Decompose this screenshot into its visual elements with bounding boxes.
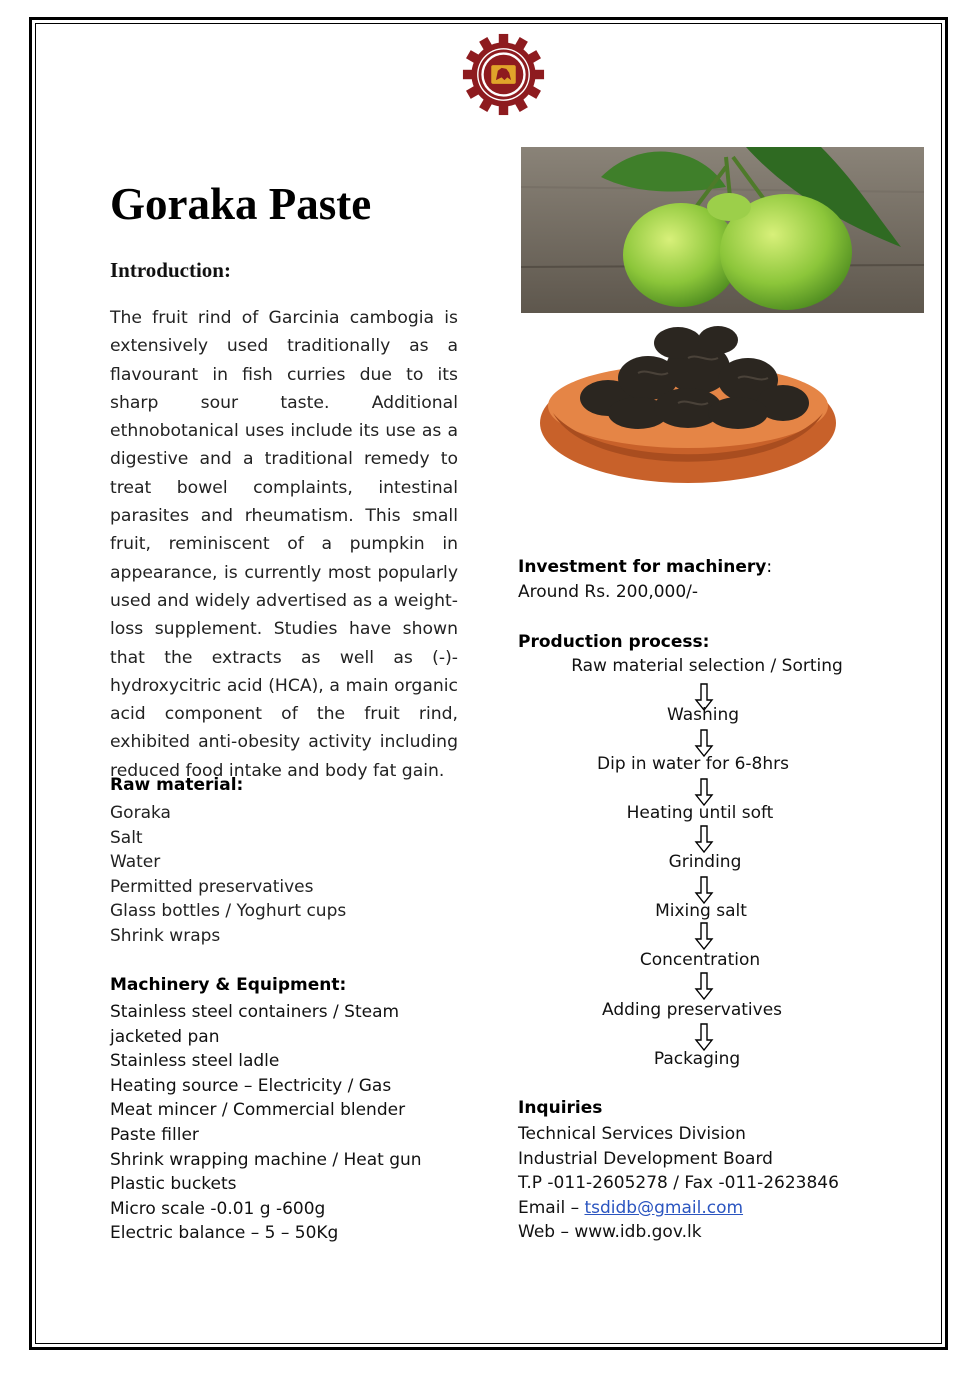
idb-gear-logo-icon (456, 33, 551, 116)
investment-heading (518, 557, 772, 577)
down-arrow-icon (694, 876, 714, 904)
investment-value: Around Rs. 200,000/- (518, 582, 699, 602)
list-item: Goraka (110, 803, 171, 823)
list-item: Shrink wraps (110, 925, 221, 946)
investment-heading-text: Investment for machinery (518, 557, 767, 577)
introduction-heading: Introduction: (110, 258, 231, 282)
list-item: Paste filler (110, 1124, 199, 1145)
process-step: Washing (666, 705, 740, 725)
production-heading: Production process: (518, 632, 710, 652)
dried-goraka-bowl-photo (538, 318, 838, 498)
inquiries-division: Technical Services Division (518, 1124, 746, 1144)
list-item: Shrink wrapping machine / Heat gun (110, 1149, 422, 1170)
down-arrow-icon (694, 922, 714, 950)
down-arrow-icon (694, 1023, 714, 1051)
list-item: Plastic buckets (110, 1174, 237, 1195)
list-item: Salt (110, 827, 143, 848)
investment-colon: : (766, 557, 773, 577)
list-item: Water (110, 852, 161, 873)
raw-material-heading: Raw material: (110, 775, 244, 795)
process-step: Mixing salt (655, 901, 747, 921)
introduction-text: The fruit rind of Garcinia cambogia is extensively used traditionally as a flavourant in fish curries due to its sharp sour taste. Additional ethnobotanical uses include its use as a digestive and a traditional remedy to treat bowel complaints, intestinal parasites and rheumatism. This small fruit, reminiscent of a pumpkin in appearance, is currently most popularly used and widely advertised as a weight-loss supplement. Studies have shown that the extracts as well as (-)-hydroxycitric acid (HCA), a main organic acid component of the fruit rind, exhibited anti-obesity activity including reduced food intake and body fat gain. (110, 308, 458, 781)
list-item: Heating source – Electricity / Gas (110, 1075, 392, 1096)
page-title: Goraka Paste (110, 179, 372, 229)
machinery-list (110, 1000, 462, 1246)
list-item: Permitted preservatives (110, 876, 314, 897)
list-item: Stainless steel containers / Steam jacketed pan (110, 1002, 400, 1047)
process-step: Adding preservatives (601, 1000, 783, 1020)
list-item: Glass bottles / Yoghurt cups (110, 901, 347, 922)
process-step: Packaging (653, 1049, 741, 1069)
inquiries-email-row (518, 1196, 839, 1221)
inquiries-web: Web – www.idb.gov.lk (518, 1222, 702, 1243)
inquiries-phone: T.P -011-2605278 / Fax -011-2623846 (518, 1173, 839, 1194)
down-arrow-icon (694, 778, 714, 806)
down-arrow-icon (694, 729, 714, 757)
email-label: Email – (518, 1197, 585, 1218)
inquiries-heading: Inquiries (518, 1098, 603, 1118)
list-item: Electric balance – 5 – 50Kg (110, 1223, 339, 1244)
inquiries-board: Industrial Development Board (518, 1148, 773, 1169)
list-item: Stainless steel ladle (110, 1051, 280, 1072)
list-item: Meat mincer / Commercial blender (110, 1100, 406, 1121)
process-step: Heating until soft (626, 803, 774, 823)
machinery-heading: Machinery & Equipment: (110, 975, 347, 995)
process-step: Concentration (639, 950, 761, 970)
down-arrow-icon (694, 825, 714, 853)
list-item: Micro scale -0.01 g -600g (110, 1198, 326, 1219)
email-link[interactable]: tsdidb@gmail.com (584, 1197, 744, 1218)
goraka-fruit-photo (521, 147, 924, 313)
inquiries-list (518, 1122, 839, 1245)
process-step: Grinding (668, 852, 742, 872)
down-arrow-icon (694, 972, 714, 1000)
process-step: Raw material selection / Sorting (571, 656, 843, 676)
raw-material-list (110, 801, 346, 949)
process-step: Dip in water for 6-8hrs (597, 754, 789, 774)
